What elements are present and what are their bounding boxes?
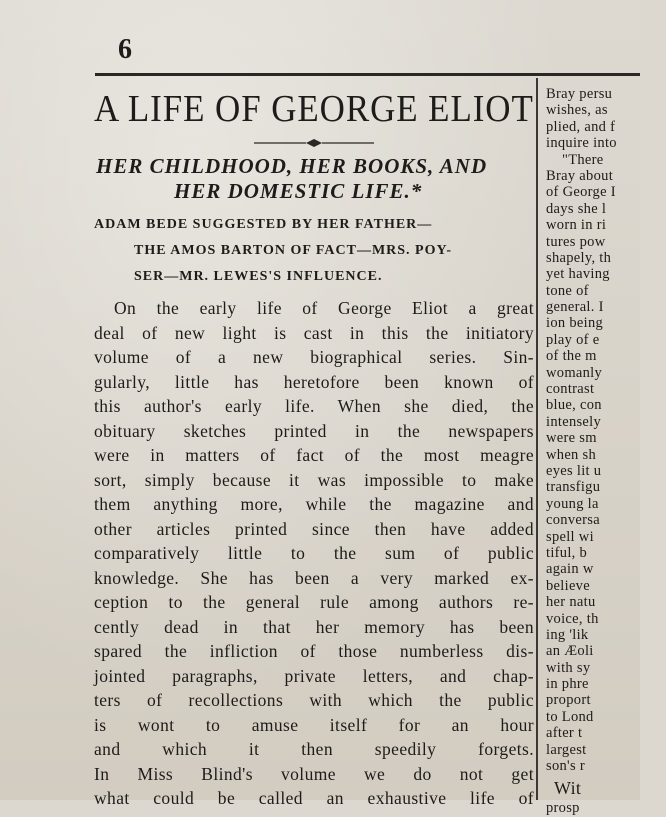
subdeck-line: SER—MR. LEWES'S INFLUENCE. xyxy=(134,269,383,284)
adjacent-line: wishes, as xyxy=(546,102,608,119)
adjacent-line: womanly xyxy=(546,364,603,381)
body-line: and which it then speedily forgets. xyxy=(94,739,534,759)
ornament-icon xyxy=(254,138,374,148)
adjacent-line: prosp xyxy=(546,800,580,817)
adjacent-line: proport xyxy=(546,692,591,709)
top-rule xyxy=(95,73,640,76)
page-number: 6 xyxy=(118,34,132,65)
adjacent-line: transfigu xyxy=(546,479,601,496)
adjacent-line: to Lond xyxy=(546,708,594,725)
article-body xyxy=(94,296,534,811)
adjacent-line: again w xyxy=(546,561,594,578)
deck-line: HER CHILDHOOD, HER BOOKS, AND xyxy=(96,154,488,178)
adjacent-column xyxy=(546,86,666,817)
adjacent-line: in phre xyxy=(546,676,589,693)
adjacent-line: conversa xyxy=(546,512,600,529)
adjacent-line: of the m xyxy=(546,348,597,365)
adjacent-line: blue, con xyxy=(546,397,602,414)
adjacent-line: tone of xyxy=(546,282,589,299)
body-line: jointed paragraphs, private letters, and chap- xyxy=(94,665,534,686)
adjacent-line: of George I xyxy=(546,184,616,201)
body-line: spared the infliction of those numberless dis- xyxy=(94,641,534,661)
adjacent-line: "There xyxy=(562,151,604,168)
adjacent-line: general. I xyxy=(546,299,604,316)
headline: A LIFE OF GEORGE ELIOT xyxy=(94,88,534,130)
adjacent-line: young la xyxy=(546,495,599,512)
adjacent-line: ion being xyxy=(546,315,604,332)
adjacent-line: intensely xyxy=(546,413,602,430)
adjacent-line: after t xyxy=(546,725,583,742)
adjacent-line: Bray persu xyxy=(546,86,613,102)
adjacent-line: largest xyxy=(546,741,587,758)
adjacent-line: eyes lit u xyxy=(546,462,602,479)
adjacent-line: yet having xyxy=(546,266,610,283)
main-column xyxy=(94,86,534,811)
body-line: them anything more, while the magazine and xyxy=(94,494,534,514)
deck-headline xyxy=(94,154,534,204)
adjacent-line: shapely, th xyxy=(546,249,612,266)
column-rule xyxy=(536,78,538,800)
adjacent-line: play of e xyxy=(546,331,600,348)
adjacent-line: plied, and f xyxy=(546,118,616,135)
adjacent-line: tures pow xyxy=(546,233,606,250)
adjacent-line: worn in ri xyxy=(546,217,607,234)
adjacent-line: with sy xyxy=(546,659,591,676)
adjacent-line: her natu xyxy=(546,594,596,611)
adjacent-line: Wit xyxy=(554,778,582,799)
body-line: what could be called an exhaustive life of xyxy=(94,788,534,808)
adjacent-line: son's r xyxy=(546,758,585,775)
adjacent-line: spell wi xyxy=(546,528,594,545)
body-line: obituary sketches printed in the newspapers xyxy=(94,420,534,441)
body-line: sort, simply because it was impossible to make xyxy=(94,469,534,490)
body-line: On the early life of George Eliot a great xyxy=(114,298,534,318)
deck-line: HER DOMESTIC LIFE.* xyxy=(174,179,423,203)
body-line: In Miss Blind's volume we do not get xyxy=(94,763,534,784)
body-line: deal of new light is cast in this the initiatory xyxy=(94,322,534,343)
adjacent-line: days she l xyxy=(546,200,607,217)
body-line: ters of recollections with which the public xyxy=(94,690,534,710)
body-line: is wont to amuse itself for an hour xyxy=(94,714,534,735)
adjacent-line: inquire into xyxy=(546,135,617,152)
subdeck-line: ADAM BEDE SUGGESTED BY HER FATHER— xyxy=(94,217,433,232)
ornament-divider xyxy=(94,134,534,152)
body-line: were in matters of fact of the most meagre xyxy=(94,445,534,465)
subdeck-line: THE AMOS BARTON OF FACT—MRS. POY- xyxy=(134,243,452,258)
adjacent-line: were sm xyxy=(546,430,597,447)
body-line: comparatively little to the sum of public xyxy=(94,543,534,563)
adjacent-line: contrast xyxy=(546,381,595,398)
body-line: this author's early life. When she died, the xyxy=(94,396,534,416)
adjacent-line: voice, th xyxy=(546,610,599,627)
body-line: gularly, little has heretofore been known of xyxy=(94,371,534,392)
body-line: cently dead in that her memory has been xyxy=(94,616,534,637)
body-line: knowledge. She has been a very marked ex- xyxy=(94,567,534,588)
adjacent-line: when sh xyxy=(546,446,597,463)
adjacent-line: Bray about xyxy=(546,167,614,184)
adjacent-line: an Æoli xyxy=(546,643,594,660)
body-line: ception to the general rule among authors re- xyxy=(94,592,534,612)
adjacent-line: believe xyxy=(546,577,590,594)
body-line: other articles printed since then have added xyxy=(94,518,534,539)
body-line: volume of a new biographical series. Sin- xyxy=(94,347,534,367)
adjacent-line: tiful, b xyxy=(546,544,588,561)
subdeck xyxy=(94,212,534,290)
adjacent-line: ing 'lik xyxy=(546,626,589,643)
